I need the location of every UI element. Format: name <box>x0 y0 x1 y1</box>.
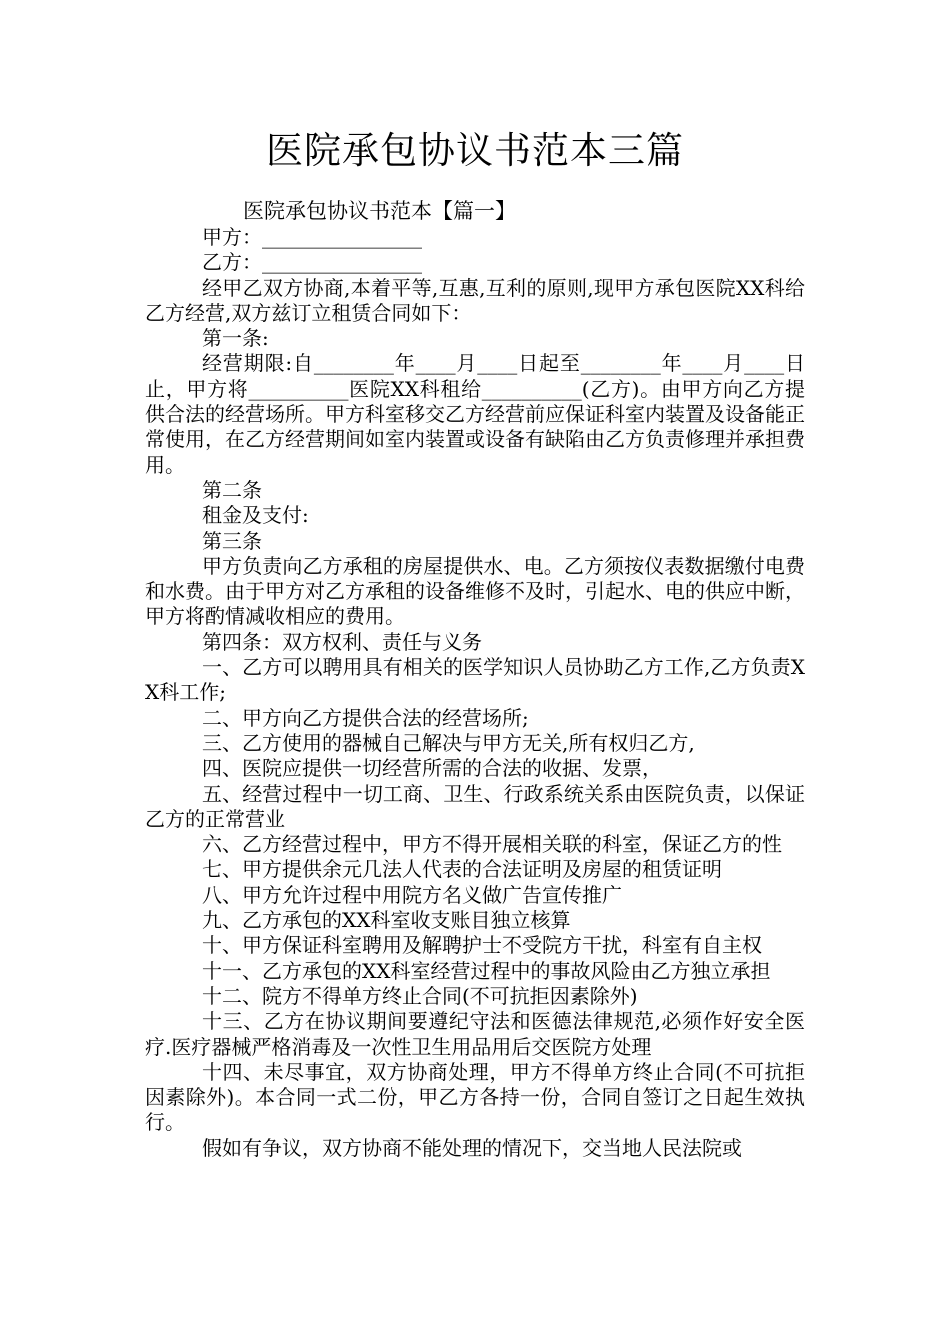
clause-12: 十二、院方不得单方终止合同(不可抗拒因素除外) <box>202 983 638 1008</box>
clause-1: 一、乙方可以聘用具有相关的医学知识人员协助乙方工作,乙方负责XX科工作; <box>145 655 805 705</box>
section-heading: 医院承包协议书范本【篇一】 <box>243 199 516 223</box>
article-3-paragraph: 甲方负责向乙方承租的房屋提供水、电。乙方须按仪表数据缴付电费和水费。由于甲方对乙方承租的设备维修不及时，引起水、电的供应中断，甲方将酌情减收相应的费用。 <box>145 553 805 629</box>
article-1-heading: 第一条: <box>202 326 269 351</box>
document-body <box>145 225 805 1161</box>
party-a-line: 甲方：________________ <box>202 225 422 249</box>
clause-6: 六、乙方经营过程中，甲方不得开展相关联的科室，保证乙方的性 <box>202 832 782 857</box>
article-4-heading: 第四条：双方权利、责任与义务 <box>202 629 482 654</box>
clause-5: 五、经营过程中一切工商、卫生、行政系统关系由医院负责，以保证乙方的正常营业 <box>145 781 805 831</box>
article-2-heading: 第二条 <box>202 477 262 502</box>
rent-payment-line: 租金及支付: <box>202 503 309 528</box>
clause-14: 十四、未尽事宜，双方协商处理，甲方不得单方终止合同(不可抗拒因素除外)。本合同一式二份，甲乙方各持一份，合同自签订之日起生效执行。 <box>145 1059 805 1135</box>
dispute-paragraph: 假如有争议，双方协商不能处理的情况下，交当地人民法院或 <box>202 1135 742 1160</box>
clause-3: 三、乙方使用的器械自己解决与甲方无关,所有权归乙方, <box>202 730 695 755</box>
clause-9: 九、乙方承包的XX科室收支账目独立核算 <box>202 908 571 933</box>
party-b-line: 乙方：________________ <box>202 250 422 275</box>
clause-8: 八、甲方允许过程中用院方名义做广告宣传推广 <box>202 882 622 907</box>
preamble-paragraph: 经甲乙双方协商,本着平等,互惠,互利的原则,现甲方承包医院XX科给乙方经营,双方兹订立租赁合同如下： <box>145 275 805 325</box>
clause-4: 四、医院应提供一切经营所需的合法的收据、发票， <box>202 756 662 781</box>
article-3-heading: 第三条 <box>202 528 262 553</box>
clause-2: 二、甲方向乙方提供合法的经营场所; <box>202 705 529 730</box>
clause-11: 十一、乙方承包的XX科室经营过程中的事故风险由乙方独立承担 <box>202 958 771 983</box>
document-title: 医院承包协议书范本三篇 <box>266 129 684 172</box>
clause-10: 十、甲方保证科室聘用及解聘护士不受院方干扰，科室有自主权 <box>202 933 762 958</box>
clause-13: 十三、乙方在协议期间要遵纪守法和医德法律规范,必须作好安全医疗.医疗器械严格消毒及一次性卫生用品用后交医院方处理 <box>145 1009 805 1059</box>
clause-7: 七、甲方提供余元几法人代表的合法证明及房屋的租赁证明 <box>202 857 722 882</box>
article-1-paragraph: 经营期限:自________年____月____日起至________年____月____日止，甲方将__________医院XX科租给__________(乙方)。由甲方向乙方提供合法的经营场所。甲方科室移交乙方经营前应保证科室内装置及设备能正常使用，在乙方经营期间如室内装置或设备有缺陷由乙方负责修理并承担费用。 <box>145 351 805 477</box>
